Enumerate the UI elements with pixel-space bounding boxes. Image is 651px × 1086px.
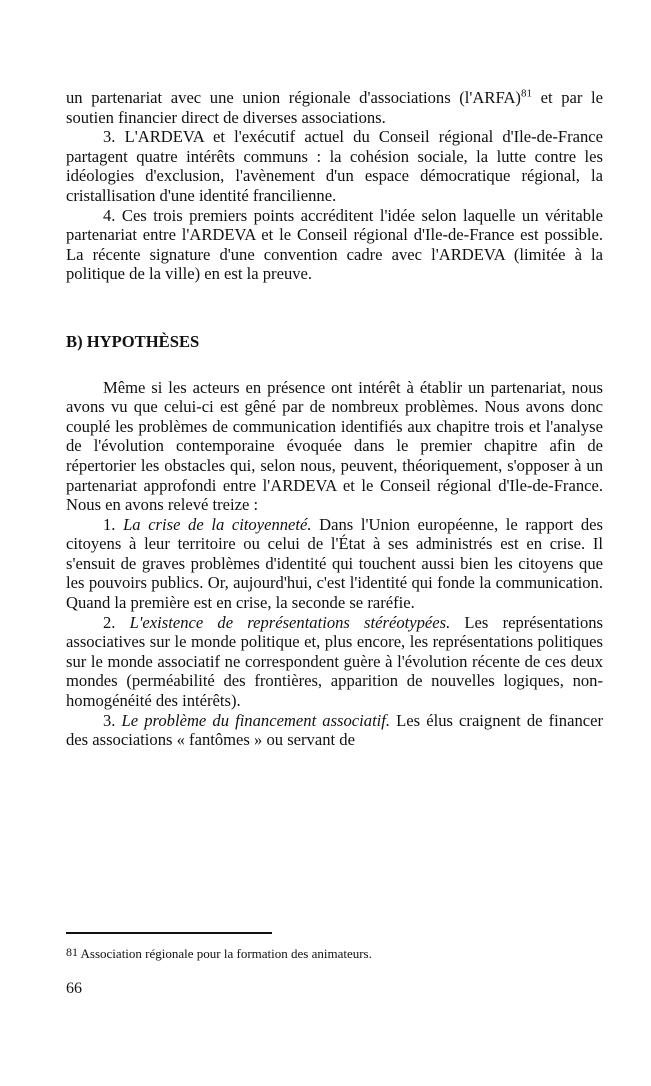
page-number: 66	[66, 980, 82, 997]
item-title: La crise de la citoyenneté.	[123, 514, 312, 534]
paragraph-intro: Même si les acteurs en présence ont intérêt à établir un partenariat, nous avons vu que celui-ci est gêné par de nombreux problèmes. Nous avons donc couplé les problèmes de communication identifiés aux chapitre trois et l'analyse de l'évolution contemporaine évoquée dans le premier chapitre afin de répertorier les obstacles qui, selon nous, peuvent, théoriquement, s'opposer à un partenariat approfondi entre l'ARDEVA et le Conseil régional d'Ile-de-France. Nous en avons relevé treize :	[66, 377, 603, 515]
list-item-2	[66, 613, 603, 711]
item-text: Dans l'Union européenne, le rapport des citoyens à leur territoire ou celui de l'État à ses administrés est en crise. Il s'ensuit de graves problèmes d'identité qui touchent aussi bien les citoyens que les pouvoirs publics. Or, aujourd'hui, c'est l'identité qui fonde la communication. Quand la première est en crise, la seconde se raréfie.	[66, 514, 604, 613]
item-number: 1.	[103, 514, 124, 534]
item-title: L'existence de représentations stéréotypées.	[129, 612, 451, 632]
paragraph-text: et par le soutien financier direct de diverses associations.	[66, 88, 603, 127]
item-text: Les élus craignent de financer des associations « fantômes » ou servant de	[66, 710, 603, 750]
footnote-divider	[66, 932, 272, 934]
footnote	[66, 944, 606, 962]
paragraph-point-4: 4. Ces trois premiers points accréditent l'idée selon laquelle un véritable partenariat entre l'ARDEVA et le Conseil régional d'Ile-de-France est possible. La récente signature d'une convention cadre avec l'ARDEVA (limitée à la politique de la ville) en est la preuve.	[66, 205, 603, 284]
list-item-1	[66, 515, 603, 613]
item-number: 3.	[103, 710, 122, 730]
list-item-3	[66, 711, 603, 750]
footnote-text: Association régionale pour la formation des animateurs.	[78, 946, 372, 961]
paragraph-text: un partenariat avec une union régionale d'associations (l'ARFA)	[66, 88, 521, 107]
page-body	[66, 88, 603, 750]
item-text: Les représentations associatives sur le monde politique et, plus encore, les représentations politiques sur le monde associatif ne correspondent guère à l'évolution récente de ces deux mondes (perméabilité des frontières, apparition de nouvelles logiques, non-homogénéité des intérêts).	[66, 612, 604, 711]
item-number: 2.	[103, 612, 130, 632]
paragraph-arfa	[66, 88, 603, 127]
footnote-number: 81	[66, 945, 78, 959]
item-title: Le problème du financement associatif.	[121, 710, 391, 730]
paragraph-point-3: 3. L'ARDEVA et l'exécutif actuel du Conseil régional d'Ile-de-France partagent quatre intérêts communs : la cohésion sociale, la lutte contre les idéologies d'exclusion, l'avènement d'un espace démocratique régional, la cristallisation d'une identité francilienne.	[66, 127, 603, 205]
footnote-reference[interactable]: 81	[520, 87, 532, 100]
section-heading: B) HYPOTHÈSES	[66, 331, 200, 351]
